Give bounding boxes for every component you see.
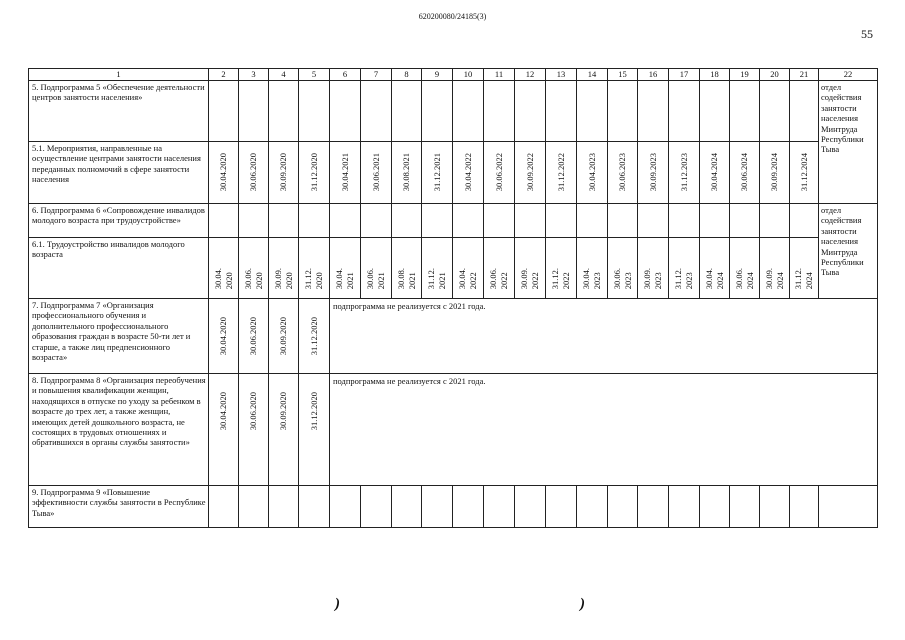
date-value: 31.12.2021 bbox=[431, 153, 442, 192]
empty-cell bbox=[577, 486, 608, 528]
empty-cell bbox=[269, 204, 299, 238]
date-value: 31.12.2020 bbox=[308, 316, 319, 356]
row-label-p6: 6. Подпрограмма 6 «Сопровождение инвалидов молодого возраста при трудоустройстве» bbox=[29, 204, 209, 238]
empty-cell bbox=[239, 204, 269, 238]
empty-cell bbox=[669, 204, 700, 238]
empty-cell bbox=[422, 81, 453, 142]
date-cell bbox=[730, 142, 760, 204]
date-cell bbox=[299, 374, 330, 486]
date-value: 30.09.2020 bbox=[278, 153, 289, 192]
empty-cell bbox=[790, 486, 819, 528]
responsible-cell: отдел содействия занятости населения Минтруда Республики Тыва bbox=[819, 81, 878, 204]
row-label-p51: 5.1. Мероприятия, направленные на осуществление центрами занятости населения переданных полномочий в сфере занятости населения bbox=[29, 142, 209, 204]
date-cell bbox=[392, 238, 422, 299]
empty-cell bbox=[484, 204, 515, 238]
date-value: 30.06. 2022 bbox=[488, 268, 509, 290]
date-cell bbox=[730, 238, 760, 299]
date-value: 30.04.2021 bbox=[339, 153, 350, 192]
column-header: 5 bbox=[299, 69, 330, 81]
date-cell bbox=[760, 238, 790, 299]
date-value: 31.12.2022 bbox=[555, 153, 566, 192]
empty-cell bbox=[484, 81, 515, 142]
date-value: 30.04. 2020 bbox=[212, 268, 234, 290]
date-value: 30.06.2022 bbox=[493, 153, 504, 192]
date-cell bbox=[638, 238, 669, 299]
date-value: 30.06.2020 bbox=[248, 153, 259, 192]
column-header: 3 bbox=[239, 69, 269, 81]
row-label-p7: 7. Подпрограмма 7 «Организация профессионального обучения и дополнительного профессионального образования граждан в возрасте 50-ти лет и старше, а также лиц предпенсионного возраста» bbox=[29, 299, 209, 374]
date-value: 31.12.2024 bbox=[798, 153, 809, 192]
date-value: 30.06. 2024 bbox=[733, 268, 755, 290]
empty-cell bbox=[608, 486, 638, 528]
empty-cell bbox=[299, 486, 330, 528]
empty-cell bbox=[638, 204, 669, 238]
date-cell bbox=[269, 238, 299, 299]
date-cell bbox=[515, 142, 546, 204]
empty-cell bbox=[361, 204, 392, 238]
date-cell bbox=[577, 238, 608, 299]
column-header: 9 bbox=[422, 69, 453, 81]
column-header: 4 bbox=[269, 69, 299, 81]
date-value: 30.09. 2024 bbox=[763, 268, 785, 290]
date-cell bbox=[669, 238, 700, 299]
column-header: 18 bbox=[700, 69, 730, 81]
responsible-cell: отдел содействия занятости населения Минтруда Республики Тыва bbox=[819, 204, 878, 299]
empty-cell bbox=[484, 486, 515, 528]
date-cell bbox=[638, 142, 669, 204]
date-value: 31.12. 2022 bbox=[550, 268, 571, 290]
column-header: 15 bbox=[608, 69, 638, 81]
date-cell bbox=[608, 238, 638, 299]
empty-cell bbox=[209, 204, 239, 238]
date-value: 30.09.2023 bbox=[647, 153, 658, 192]
column-header: 1 bbox=[29, 69, 209, 81]
column-header: 2 bbox=[209, 69, 239, 81]
date-value: 30.04. 2023 bbox=[581, 268, 602, 290]
date-value: 30.06. 2023 bbox=[611, 268, 633, 290]
date-value: 30.06.2021 bbox=[370, 153, 381, 192]
column-header: 12 bbox=[515, 69, 546, 81]
date-cell bbox=[546, 142, 577, 204]
empty-cell bbox=[239, 486, 269, 528]
column-header: 11 bbox=[484, 69, 515, 81]
empty-cell bbox=[515, 204, 546, 238]
column-header: 10 bbox=[453, 69, 484, 81]
empty-cell bbox=[546, 204, 577, 238]
date-value: 30.04.2022 bbox=[462, 153, 473, 192]
header-row bbox=[29, 69, 878, 81]
empty-cell bbox=[269, 486, 299, 528]
date-value: 31.12.2020 bbox=[308, 153, 319, 192]
empty-cell bbox=[760, 204, 790, 238]
date-cell bbox=[453, 142, 484, 204]
date-value: 30.04.2024 bbox=[709, 153, 720, 192]
date-value: 30.06. 2020 bbox=[242, 268, 264, 290]
footer-mark-right: ) bbox=[580, 596, 585, 612]
date-value: 30.04. 2024 bbox=[703, 268, 725, 290]
date-value: 30.09. 2023 bbox=[642, 268, 663, 290]
date-value: 30.09. 2020 bbox=[272, 268, 294, 290]
date-cell bbox=[361, 238, 392, 299]
date-value: 30.04.2023 bbox=[586, 153, 597, 192]
row-label-p5: 5. Подпрограмма 5 «Обеспечение деятельности центров занятости населения» bbox=[29, 81, 209, 142]
date-cell bbox=[269, 299, 299, 374]
page-number: 55 bbox=[861, 27, 873, 41]
date-cell bbox=[239, 299, 269, 374]
table-row bbox=[29, 81, 878, 142]
table-row bbox=[29, 299, 878, 374]
date-cell bbox=[484, 238, 515, 299]
date-cell bbox=[209, 142, 239, 204]
date-cell bbox=[700, 238, 730, 299]
date-cell bbox=[299, 299, 330, 374]
date-cell bbox=[790, 238, 819, 299]
date-cell bbox=[239, 142, 269, 204]
empty-cell bbox=[730, 81, 760, 142]
note-cell: подпрограмма не реализуется с 2021 года. bbox=[330, 374, 878, 486]
date-cell bbox=[453, 238, 484, 299]
empty-cell bbox=[299, 81, 330, 142]
row-label-p61: 6.1. Трудоустройство инвалидов молодого возраста bbox=[29, 238, 209, 299]
table-row bbox=[29, 204, 878, 238]
date-cell bbox=[299, 238, 330, 299]
footer-mark-left: ) bbox=[335, 596, 340, 612]
date-value: 30.06.2020 bbox=[248, 392, 259, 431]
date-cell bbox=[546, 238, 577, 299]
row-label-p9: 9. Подпрограмма 9 «Повышение эффективности службы занятости в Республике Тыва» bbox=[29, 486, 209, 528]
date-cell bbox=[361, 142, 392, 204]
date-cell bbox=[392, 142, 422, 204]
empty-cell bbox=[422, 204, 453, 238]
date-cell bbox=[209, 299, 239, 374]
empty-cell bbox=[453, 204, 484, 238]
empty-cell bbox=[760, 486, 790, 528]
empty-cell bbox=[515, 81, 546, 142]
table-row bbox=[29, 486, 878, 528]
column-header: 16 bbox=[638, 69, 669, 81]
empty-cell bbox=[209, 486, 239, 528]
column-header: 8 bbox=[392, 69, 422, 81]
empty-cell bbox=[361, 81, 392, 142]
date-cell bbox=[209, 238, 239, 299]
empty-cell bbox=[422, 486, 453, 528]
date-value: 31.12.2020 bbox=[308, 392, 319, 431]
column-header: 21 bbox=[790, 69, 819, 81]
empty-cell bbox=[239, 81, 269, 142]
table-row bbox=[29, 142, 878, 204]
column-header: 6 bbox=[330, 69, 361, 81]
empty-cell bbox=[577, 81, 608, 142]
empty-cell bbox=[453, 81, 484, 142]
date-value: 30.06.2023 bbox=[617, 153, 628, 192]
row-label-p8: 8. Подпрограмма 8 «Организация переобучения и повышения квалификации женщин, находящихся в отпуске по уходу за ребенком в возрасте до трех лет, а также женщин, имеющих детей дошкольного возраста, не состоящих в трудовых отношениях и обратившихся в органы службы занятости» bbox=[29, 374, 209, 486]
column-header: 7 bbox=[361, 69, 392, 81]
date-value: 30.04.2020 bbox=[218, 153, 229, 192]
date-cell bbox=[422, 238, 453, 299]
empty-cell bbox=[209, 81, 239, 142]
date-value: 31.12. 2023 bbox=[673, 268, 694, 290]
date-value: 30.06.2020 bbox=[248, 316, 259, 356]
empty-cell bbox=[546, 81, 577, 142]
date-cell bbox=[422, 142, 453, 204]
date-cell bbox=[484, 142, 515, 204]
empty-cell bbox=[330, 486, 361, 528]
date-cell bbox=[330, 142, 361, 204]
date-value: 30.09.2022 bbox=[524, 153, 535, 192]
column-header: 13 bbox=[546, 69, 577, 81]
date-value: 31.12.2023 bbox=[678, 153, 689, 192]
date-value: 30.09.2024 bbox=[769, 153, 780, 192]
date-cell bbox=[269, 142, 299, 204]
empty-cell bbox=[392, 204, 422, 238]
date-cell bbox=[239, 238, 269, 299]
table-row bbox=[29, 374, 878, 486]
empty-cell bbox=[790, 81, 819, 142]
date-cell bbox=[577, 142, 608, 204]
empty-cell bbox=[730, 204, 760, 238]
date-cell bbox=[299, 142, 330, 204]
date-value: 30.08. 2021 bbox=[395, 268, 417, 290]
date-value: 30.06.2024 bbox=[739, 153, 750, 192]
date-value: 30.08.2021 bbox=[401, 153, 412, 192]
empty-cell bbox=[299, 204, 330, 238]
empty-cell bbox=[669, 486, 700, 528]
date-value: 30.04.2020 bbox=[218, 316, 229, 356]
schedule-table bbox=[28, 68, 878, 528]
date-value: 30.09. 2022 bbox=[519, 268, 540, 290]
empty-cell bbox=[392, 81, 422, 142]
date-value: 30.06. 2021 bbox=[365, 268, 386, 290]
empty-cell bbox=[790, 204, 819, 238]
empty-cell bbox=[515, 486, 546, 528]
column-header: 22 bbox=[819, 69, 878, 81]
date-cell bbox=[330, 238, 361, 299]
date-cell bbox=[608, 142, 638, 204]
date-value: 30.04. 2021 bbox=[334, 268, 355, 290]
empty-cell bbox=[730, 486, 760, 528]
date-cell bbox=[269, 374, 299, 486]
date-cell bbox=[760, 142, 790, 204]
date-cell bbox=[515, 238, 546, 299]
empty-cell bbox=[669, 81, 700, 142]
date-cell bbox=[790, 142, 819, 204]
date-value: 30.04. 2022 bbox=[457, 268, 478, 290]
empty-cell bbox=[330, 81, 361, 142]
empty-cell bbox=[392, 486, 422, 528]
empty-cell bbox=[819, 486, 878, 528]
table-row bbox=[29, 238, 878, 299]
empty-cell bbox=[760, 81, 790, 142]
empty-cell bbox=[361, 486, 392, 528]
empty-cell bbox=[546, 486, 577, 528]
date-value: 31.12. 2024 bbox=[793, 268, 814, 290]
note-cell: подпрограмма не реализуется с 2021 года. bbox=[330, 299, 878, 374]
empty-cell bbox=[269, 81, 299, 142]
date-value: 31.12. 2020 bbox=[303, 268, 324, 290]
date-value: 30.09.2020 bbox=[278, 392, 289, 431]
column-header: 19 bbox=[730, 69, 760, 81]
date-cell bbox=[239, 374, 269, 486]
date-value: 30.04.2020 bbox=[218, 392, 229, 431]
date-cell bbox=[209, 374, 239, 486]
document-id: 620200080/24185(3) bbox=[418, 12, 487, 21]
empty-cell bbox=[700, 486, 730, 528]
column-header: 17 bbox=[669, 69, 700, 81]
empty-cell bbox=[608, 81, 638, 142]
empty-cell bbox=[608, 204, 638, 238]
empty-cell bbox=[577, 204, 608, 238]
empty-cell bbox=[453, 486, 484, 528]
empty-cell bbox=[700, 204, 730, 238]
date-value: 30.09.2020 bbox=[278, 316, 289, 356]
empty-cell bbox=[700, 81, 730, 142]
date-cell bbox=[669, 142, 700, 204]
column-header: 14 bbox=[577, 69, 608, 81]
date-cell bbox=[700, 142, 730, 204]
column-header: 20 bbox=[760, 69, 790, 81]
date-value: 31.12. 2021 bbox=[426, 268, 447, 290]
empty-cell bbox=[638, 486, 669, 528]
empty-cell bbox=[330, 204, 361, 238]
empty-cell bbox=[638, 81, 669, 142]
